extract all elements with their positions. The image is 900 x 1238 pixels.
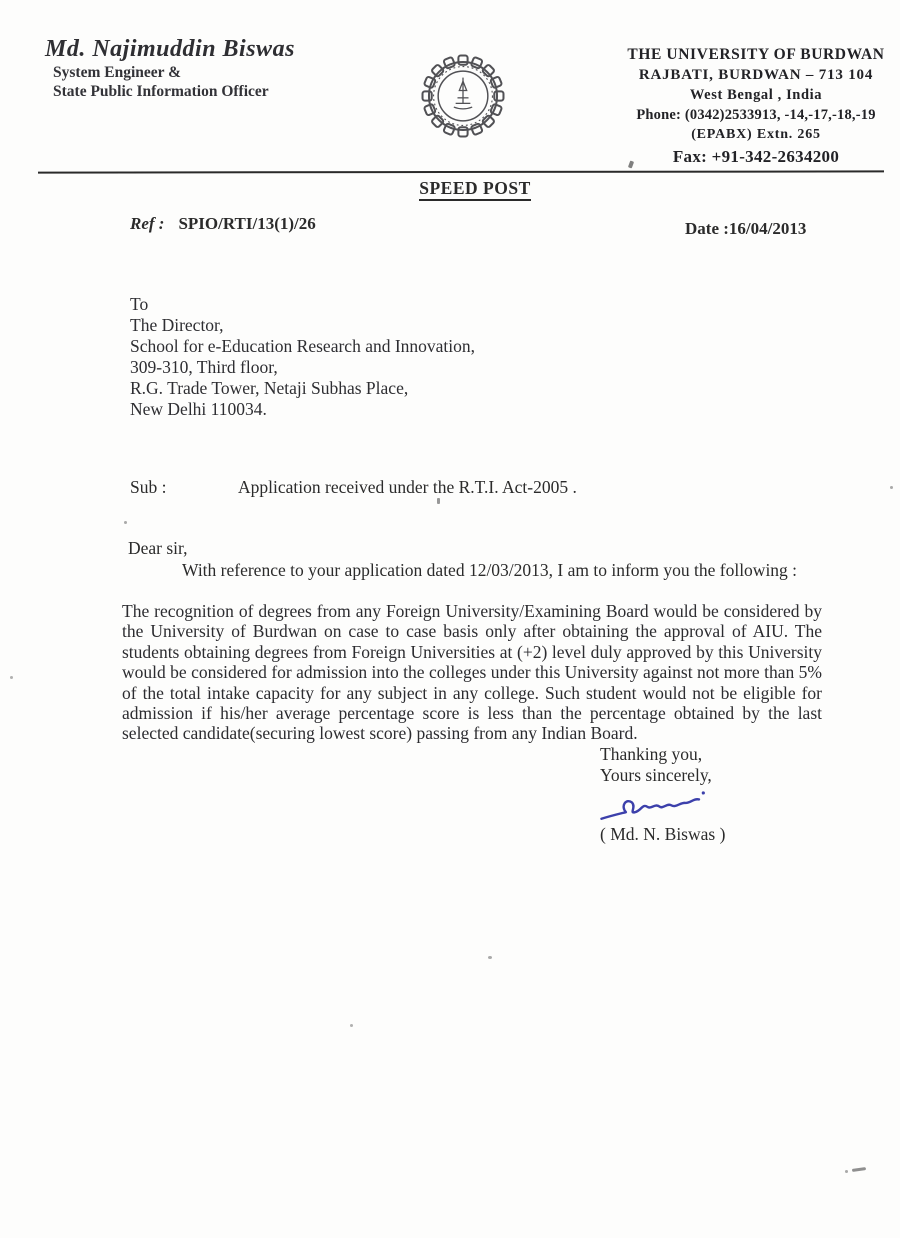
scan-speck: [488, 956, 492, 959]
signatory-name: ( Md. N. Biswas ): [600, 824, 726, 844]
reference-line: [130, 214, 316, 234]
recipient-line: School for e-Education Research and Innovation,: [130, 336, 476, 356]
subject-line: [130, 477, 577, 498]
letterhead-divider: [38, 170, 884, 173]
scan-speck: [124, 521, 127, 524]
officer-letterhead: [45, 36, 375, 101]
officer-name: Md. Najimuddin Biswas: [45, 36, 295, 62]
scan-speck: [437, 498, 440, 504]
university-epabx: (EPABX) Extn. 265: [691, 127, 821, 142]
recipient-address: [130, 294, 475, 420]
reference-label: Ref :: [130, 214, 165, 233]
greeting: Dear sir,: [128, 538, 188, 558]
closing-sincerely: Yours sincerely,: [600, 765, 712, 785]
subject-label: Sub :: [130, 477, 167, 497]
officer-title-line2: State Public Information Officer: [53, 83, 269, 100]
body-paragraph: The recognition of degrees from any Foreign University/Examining Board would be considered by the University of Burdwan on case to case basis only after obtaining the approval of AIU. The students obtaining degrees from Foreign Universities at (+2) level duly approved by this University would be considered for admission into the colleges under this University against not more than 5% of the total intake capacity for any subject in any college. Such student would not be eligible for admission if his/her average percentage score is less than the percentage obtained by the last selected candidate(securing lowest score) passing from any Indian Board.: [122, 601, 822, 744]
scan-speck: [890, 486, 893, 489]
officer-title-line1: System Engineer &: [53, 64, 182, 81]
university-letterhead: [612, 46, 900, 167]
recipient-line: R.G. Trade Tower, Netaji Subhas Place,: [130, 378, 409, 398]
intro-line: With reference to your application dated 12/03/2013, I am to inform you the following :: [182, 560, 798, 580]
recipient-line: To: [130, 294, 149, 314]
scan-speck: [10, 676, 13, 679]
subject-text: Application received under the R.T.I. Act-2005 .: [238, 477, 577, 497]
closing-thanking: Thanking you,: [600, 744, 703, 764]
university-seal-icon: [417, 50, 509, 142]
university-phone: Phone: (0342)2533913, -14,-17,-18,-19: [636, 107, 876, 123]
university-address-line1: RAJBATI, BURDWAN – 713 104: [638, 67, 874, 83]
date-line: Date :16/04/2013: [685, 219, 807, 238]
university-name: THE UNIVERSITY OF BURDWAN: [627, 46, 885, 63]
scan-speck: [852, 1167, 866, 1172]
postmark-heading: SPEED POST: [0, 178, 900, 199]
recipient-line: New Delhi 110034.: [130, 399, 267, 419]
scan-speck: [845, 1170, 848, 1173]
recipient-line: 309-310, Third floor,: [130, 357, 278, 377]
university-address-line2: West Bengal , India: [689, 87, 823, 103]
recipient-line: The Director,: [130, 315, 224, 335]
reference-number: SPIO/RTI/13(1)/26: [178, 214, 316, 233]
university-fax: Fax: +91-342-2634200: [672, 147, 840, 166]
scan-speck: [350, 1024, 353, 1027]
